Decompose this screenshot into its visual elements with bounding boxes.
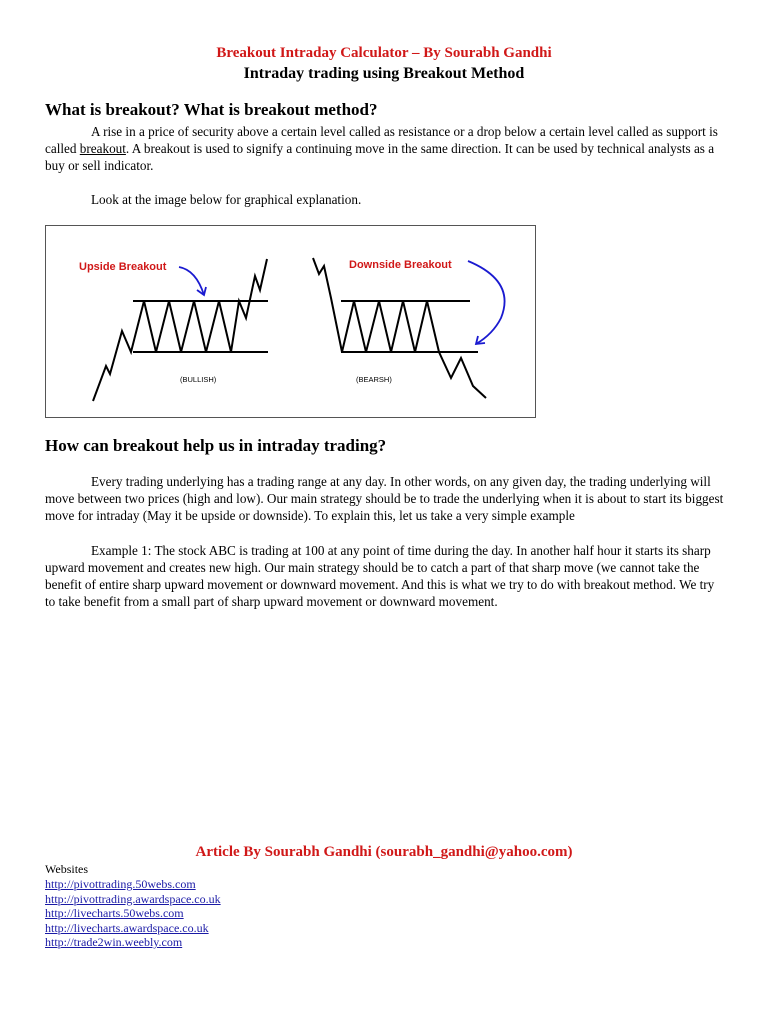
heading-what-is-breakout: What is breakout? What is breakout method? xyxy=(45,100,378,119)
bullish-label: (BULLISH) xyxy=(180,375,217,384)
bearish-label: (BEARSH) xyxy=(356,375,392,384)
websites-label: Websites xyxy=(45,862,89,876)
website-link[interactable]: http://pivottrading.awardspace.co.uk xyxy=(45,891,221,906)
paragraph-look-image: Look at the image below for graphical explanation. xyxy=(91,192,362,207)
website-link[interactable]: http://livecharts.awardspace.co.uk xyxy=(45,920,209,935)
breakout-figure xyxy=(45,225,536,418)
paragraph-example-1: Example 1: The stock ABC is trading at 100 at any point of time during the day. In another half hour it starts its sharp upward movement and creates new high. Our main strategy should be to catch a part of that sharp move (we cannot take the benefit of entire sharp upward movement or downward movement. And this is what we try to do with breakout method. We try to take benefit from a small part of sharp upward movement or downward movement. xyxy=(45,543,715,609)
price-line-downside xyxy=(313,258,486,398)
breakout-diagram xyxy=(46,226,535,417)
article-author: Article By Sourabh Gandhi (sourabh_gandhi@yahoo.com) xyxy=(195,844,573,860)
website-links xyxy=(45,877,221,950)
website-link[interactable]: http://pivottrading.50webs.com xyxy=(45,877,196,891)
upside-breakout-label: Upside Breakout xyxy=(79,261,167,273)
website-link[interactable]: http://livecharts.50webs.com xyxy=(45,906,184,920)
document-subtitle: Intraday trading using Breakout Method xyxy=(243,65,525,82)
heading-how-breakout-helps: How can breakout help us in intraday trading? xyxy=(45,436,387,455)
paragraph-text: . A breakout is used to signify a continuing move in the same direction. It can be used by technical analysts as a buy or sell indicator. xyxy=(45,141,715,173)
downside-breakout-label: Downside Breakout xyxy=(349,259,452,271)
document-title: Breakout Intraday Calculator – By Sourabh Gandhi xyxy=(216,45,552,61)
upside-arrow-icon xyxy=(179,267,204,295)
breakout-link[interactable]: breakout xyxy=(79,141,126,156)
paragraph-text: A rise in a price of security above a certain level called as resistance or a drop below a certain level called as support is called xyxy=(45,124,718,156)
downside-arrow-icon xyxy=(468,261,505,344)
paragraph-trading-range: Every trading underlying has a trading range at any day. In other words, on any given day, the trading underlying will move between two prices (high and low). Our main strategy should be to trade the underlying when it is about to start its biggest move for intraday (May it be upside or downside). To explain this, let us take a very simple example xyxy=(45,474,724,523)
paragraph-breakout-definition xyxy=(45,123,725,174)
website-link[interactable]: http://trade2win.weebly.com xyxy=(45,935,183,949)
